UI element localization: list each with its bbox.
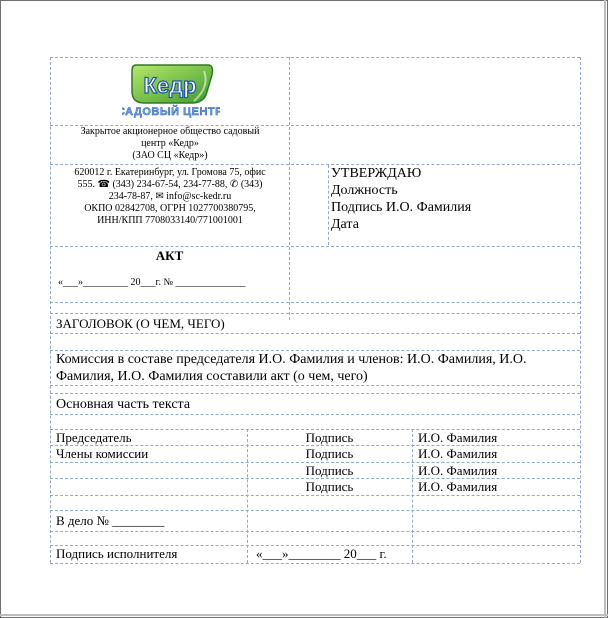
column-divider xyxy=(412,429,413,563)
signature-role: Члены комиссии xyxy=(56,446,149,461)
address-line: 555. ☎ (343) 234-67-54, 234-77-88, ✆ (343) xyxy=(77,179,263,190)
signature-field: Подпись xyxy=(305,430,354,445)
svg-text:САДОВЫЙ ЦЕНТР: САДОВЫЙ ЦЕНТР xyxy=(122,106,220,118)
table-border xyxy=(50,57,580,58)
executor-label: Подпись исполнителя xyxy=(56,546,178,561)
org-line: центр «Кедр» xyxy=(141,138,199,149)
organization-name xyxy=(54,126,286,162)
signature-name: И.О. Фамилия xyxy=(418,479,498,494)
row-divider xyxy=(50,510,580,511)
table-border xyxy=(580,57,581,563)
organization-address xyxy=(52,167,288,227)
file-note: В дело № ________ xyxy=(56,513,165,528)
body-text: Основная часть текста xyxy=(56,397,191,412)
row-divider xyxy=(50,414,580,415)
address-line: 620012 г. Екатеринбург, ул. Громова 75, офис xyxy=(74,167,266,178)
approval-position: Должность xyxy=(331,183,398,198)
approval-block xyxy=(331,165,576,233)
act-title: АКТ xyxy=(155,248,184,263)
row-divider xyxy=(50,495,580,496)
column-divider xyxy=(328,165,329,245)
approval-heading: УТВЕРЖДАЮ xyxy=(331,166,422,181)
org-line: (ЗАО СЦ «Кедр») xyxy=(132,150,208,161)
signature-field: Подпись xyxy=(305,479,354,494)
signature-name: И.О. Фамилия xyxy=(418,463,498,478)
row-divider xyxy=(50,246,580,247)
executor-date: «___»________ 20___ г. xyxy=(256,546,387,561)
row-divider xyxy=(50,302,580,303)
approval-signature: Подпись И.О. Фамилия xyxy=(331,200,472,215)
row-divider xyxy=(50,385,580,386)
signature-field: Подпись xyxy=(305,446,354,461)
address-line: 234-78-87, ✉ info@sc-kedr.ru xyxy=(108,191,232,202)
commission-text xyxy=(56,351,576,385)
row-divider xyxy=(50,313,580,314)
act-date-number: «___»_________ 20___г. № ______________ xyxy=(58,277,246,288)
column-divider xyxy=(289,57,290,320)
row-divider xyxy=(50,333,580,334)
signature-field: Подпись xyxy=(305,463,354,478)
commission-line: Комиссия в составе председателя И.О. Фамилия и членов: И.О. Фамилия, И.О. xyxy=(56,352,527,367)
row-divider xyxy=(50,393,580,394)
signature-role: Председатель xyxy=(56,430,132,445)
approval-date: Дата xyxy=(331,217,359,232)
document-heading: ЗАГОЛОВОК (О ЧЕМ, ЧЕГО) xyxy=(56,316,225,331)
signature-name: И.О. Фамилия xyxy=(418,430,498,445)
table-border xyxy=(50,57,51,563)
row-divider xyxy=(50,531,580,532)
table-border xyxy=(50,563,580,564)
svg-text:Кедр: Кедр xyxy=(143,73,197,98)
org-line: Закрытое акционерное общество садовый xyxy=(80,126,260,137)
address-line: ИНН/КПП 7708033140/771001001 xyxy=(97,215,243,226)
company-logo xyxy=(122,61,220,121)
signature-name: И.О. Фамилия xyxy=(418,446,498,461)
page-shadow xyxy=(604,0,606,618)
document-table xyxy=(50,57,580,563)
commission-line: Фамилия, И.О. Фамилия составили акт (о чем, чего) xyxy=(56,369,368,384)
address-line: ОКПО 02842708, ОГРН 1027700380795, xyxy=(84,203,256,214)
page-shadow xyxy=(0,614,608,616)
